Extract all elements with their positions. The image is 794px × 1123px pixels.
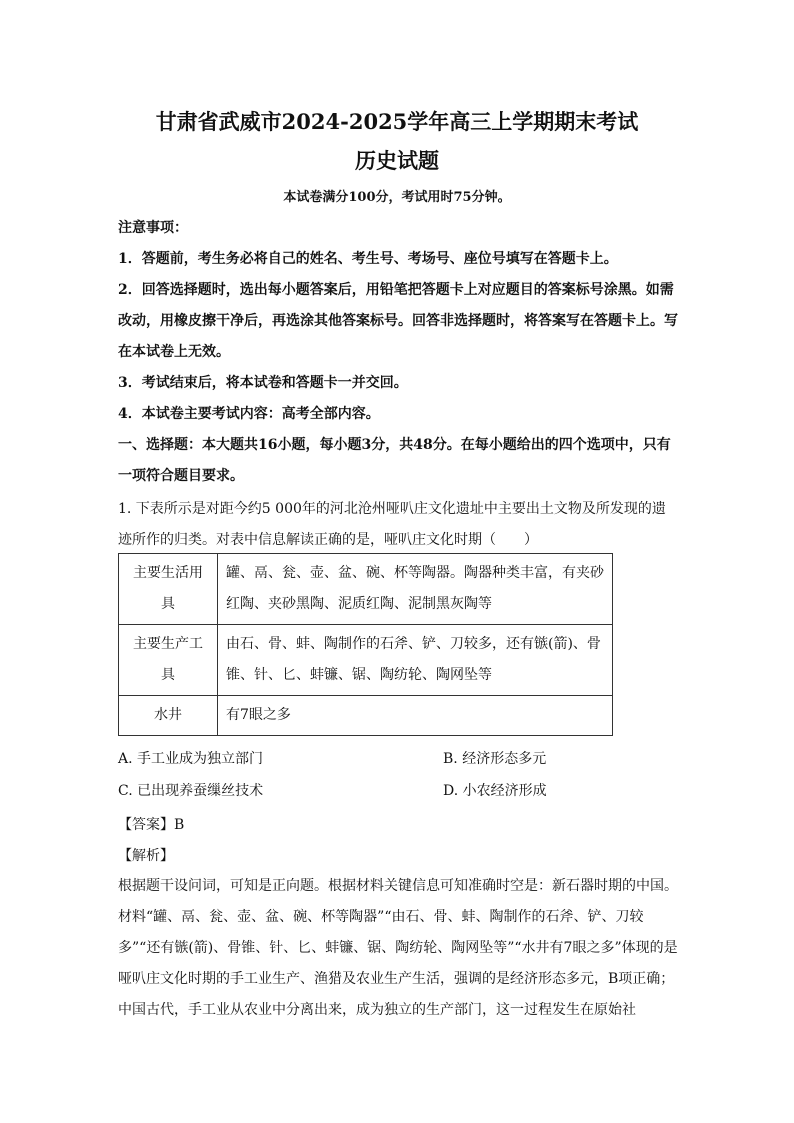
notes-item-3: 3．考试结束后，将本试卷和答题卡一并交回。: [118, 375, 408, 391]
option-c: C. 已出现养蚕缫丝技术: [118, 783, 264, 799]
artifact-table: [118, 553, 613, 736]
notes-section: [118, 213, 678, 492]
table-row: [119, 696, 613, 736]
table-key-cell: 水井: [119, 696, 218, 736]
analysis-text: 根据题干设问词，可知是正向题。根据材料关键信息可知准确时空是：新石器时期的中国。材料“罐、鬲、瓮、壶、盆、碗、杯等陶器”“由石、骨、蚌、陶制作的石斧、铲、刀较多”“还有镞(箭)、骨锥、针、匕、蚌镰、锯、陶纺轮、陶网坠等”“水井有7眼之多”体现的是哑叭庄文化时期的手工业生产、渔猎及农业生产生活，强调的是经济形态多元，B项正确；中国古代，手工业从农业中分离出来，成为独立的生产部门，这一过程发生在原始社: [118, 878, 678, 1018]
analysis-label: 【解析】: [118, 848, 174, 864]
option-d: D. 小农经济形成: [443, 783, 547, 799]
exam-title: 甘肃省武威市2024-2025学年高三上学期期末考试: [155, 109, 639, 134]
table-row: [119, 554, 613, 625]
notes-item-4: 4．本试卷主要考试内容：高考全部内容。: [118, 406, 380, 422]
exam-info: 本试卷满分100分，考试用时75分钟。: [283, 190, 511, 205]
notes-heading: 注意事项：: [118, 220, 188, 236]
option-b: B. 经济形态多元: [443, 751, 547, 767]
notes-item-2: 2．回答选择题时，选出每小题答案后，用铅笔把答题卡上对应题目的答案标号涂黑。如需改动，用橡皮擦干净后，再选涂其他答案标号。回答非选择题时，将答案写在答题卡上。写在本试卷上无效。: [118, 282, 678, 360]
table-key-cell: 主要生产工具: [119, 625, 218, 696]
table-row: [119, 625, 613, 696]
option-a: A. 手工业成为独立部门: [118, 751, 264, 767]
table-value-cell: 有7眼之多: [218, 696, 613, 736]
table-value-cell: 由石、骨、蚌、陶制作的石斧、铲、刀较多，还有镞(箭)、骨锥、针、匕、蚌镰、锯、陶纺轮、陶网坠等: [218, 625, 613, 696]
answer-section: [118, 810, 678, 872]
notes-item-1: 1．答题前，考生务必将自己的姓名、考生号、考场号、座位号填写在答题卡上。: [118, 251, 618, 267]
exam-subject-title: 历史试题: [355, 148, 439, 173]
answer-label: 【答案】B: [118, 817, 185, 833]
table-value-cell: 罐、鬲、瓮、壶、盆、碗、杯等陶器。陶器种类丰富，有夹砂红陶、夹砂黑陶、泥质红陶、泥制黑灰陶等: [218, 554, 613, 625]
section-heading: 一、选择题：本大题共16小题，每小题3分，共48分。在每小题给出的四个选项中，只有一项符合题目要求。: [118, 437, 671, 484]
question-1-stem: 1. 下表所示是对距今约5 000年的河北沧州哑叭庄文化遗址中主要出土文物及所发现的遗迹所作的归类。对表中信息解读正确的是，哑叭庄文化时期（ ）: [118, 501, 666, 548]
table-key-cell: 主要生活用具: [119, 554, 218, 625]
